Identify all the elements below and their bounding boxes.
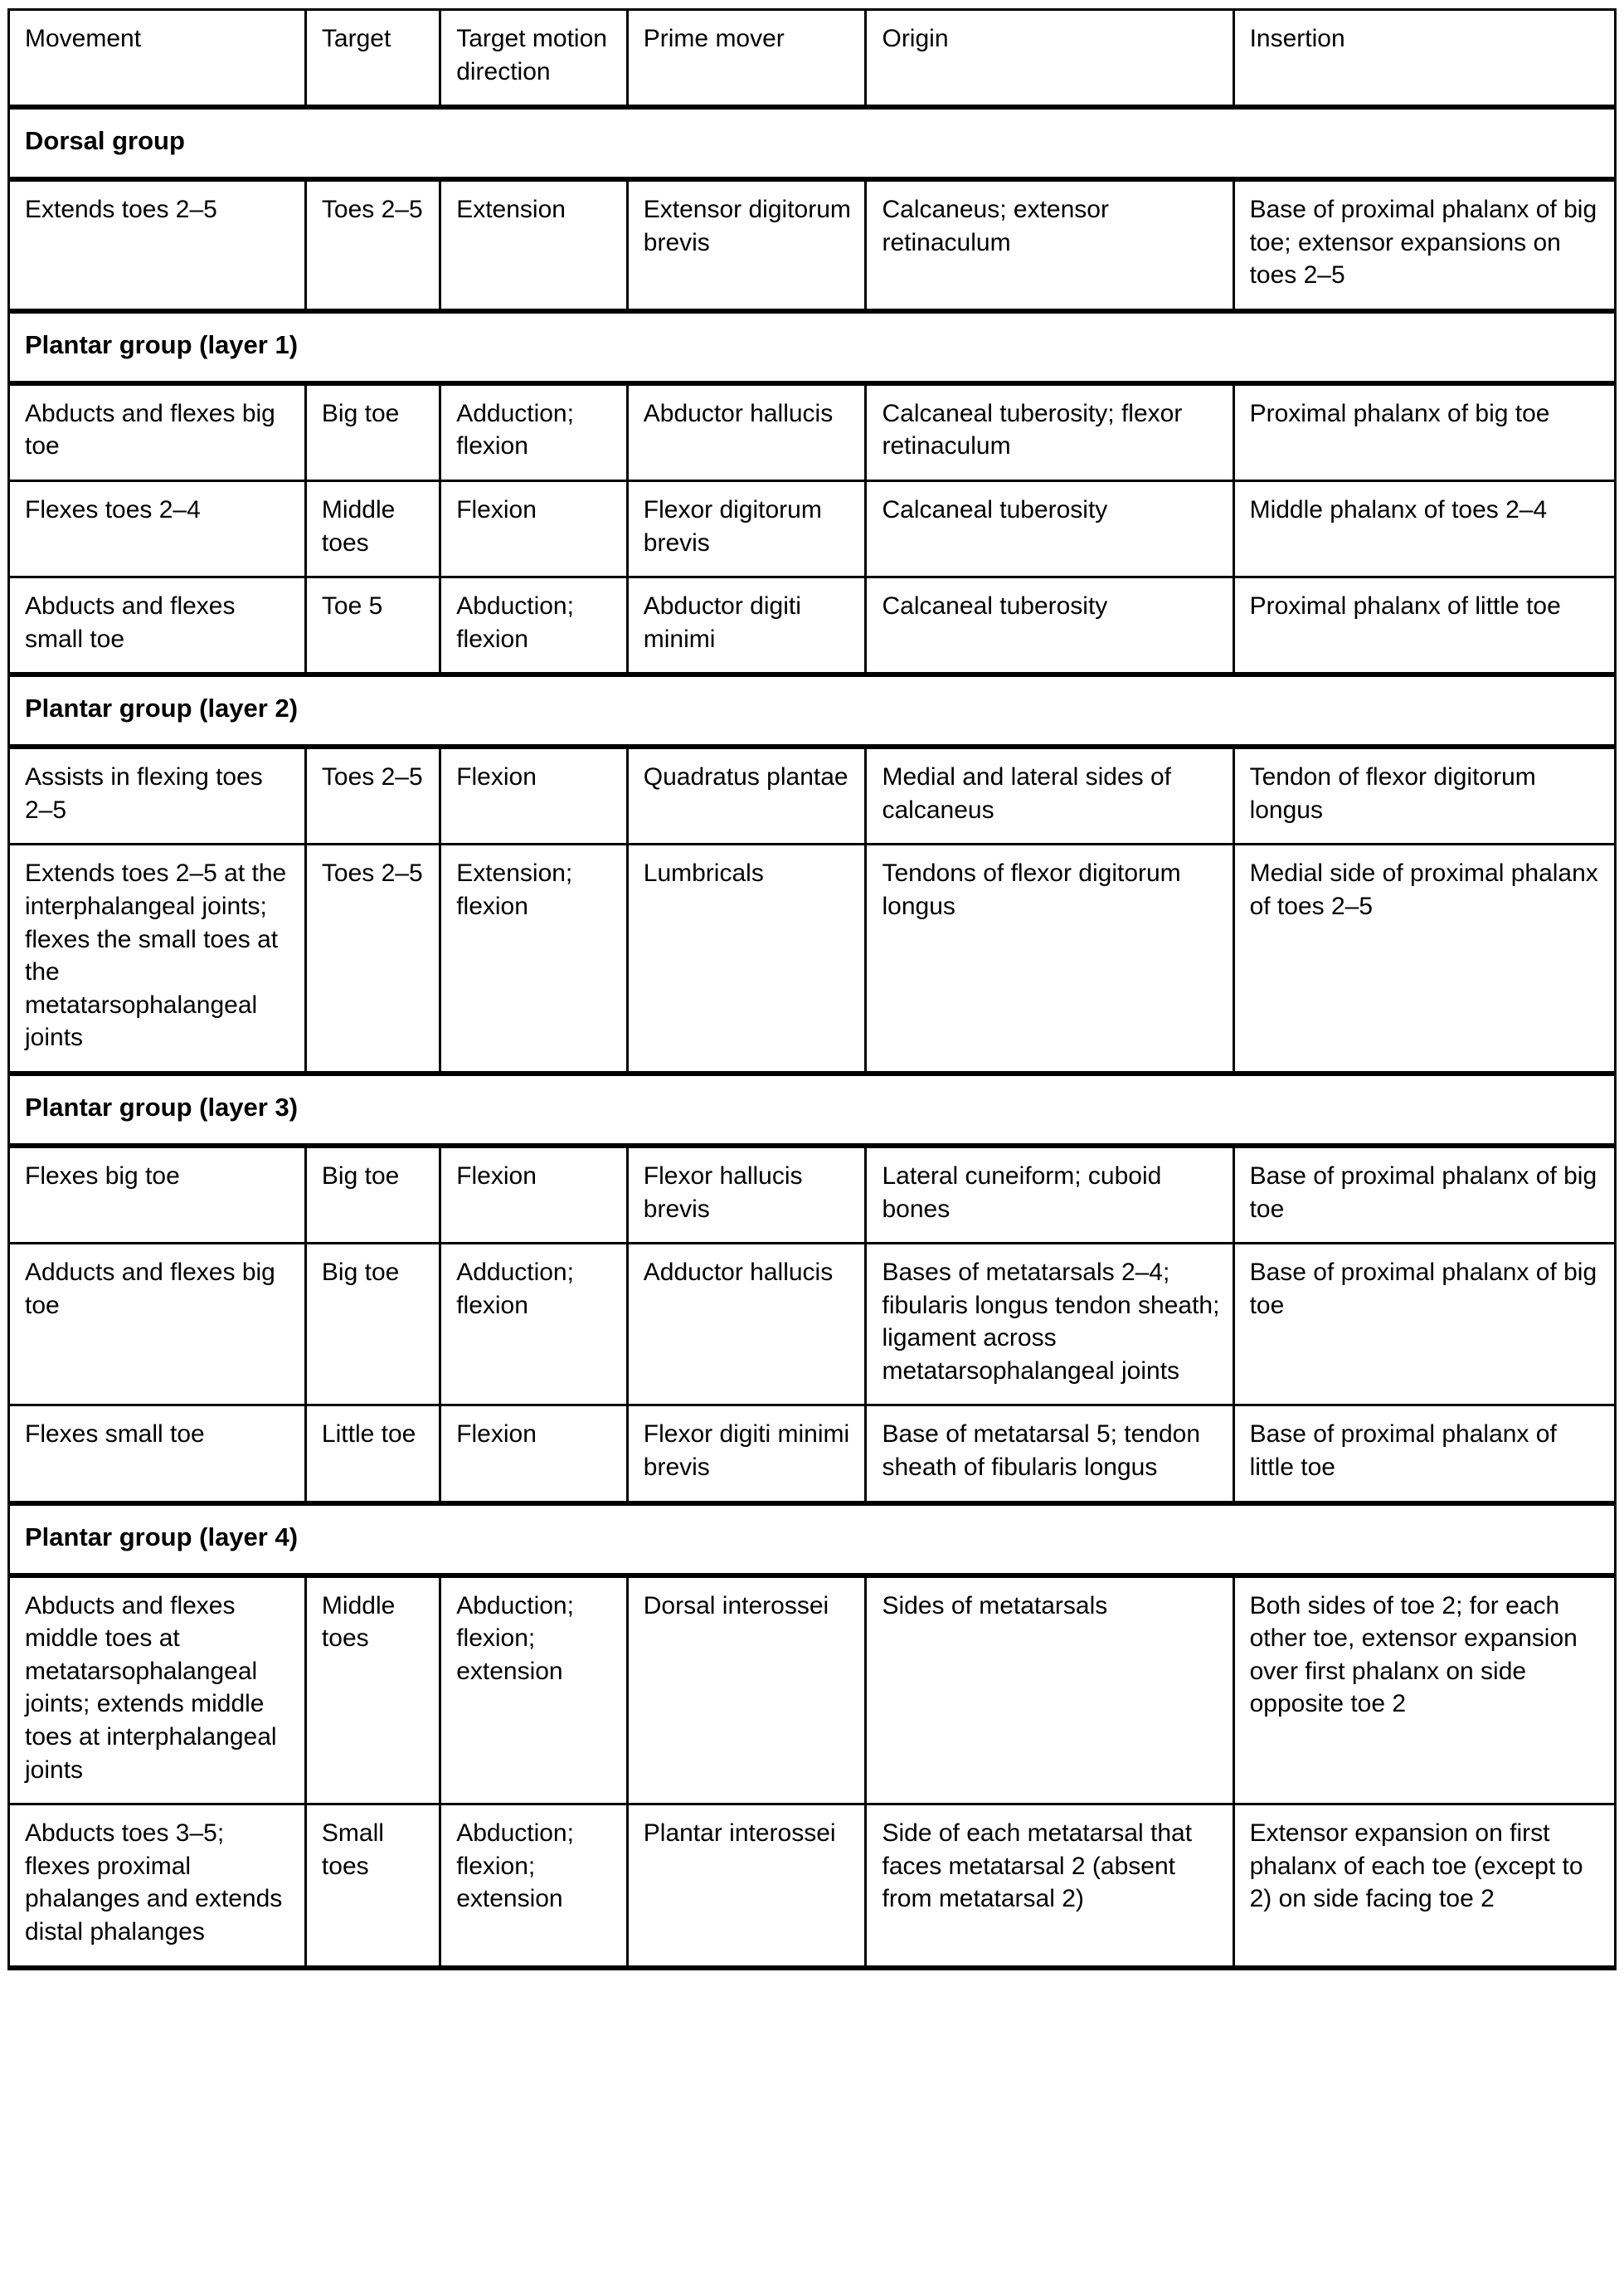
table-row [9, 747, 1616, 845]
cell-prime: Flexor hallucis brevis [627, 1146, 866, 1244]
table-row [9, 845, 1616, 1074]
cell-prime: Flexor digitorum brevis [627, 480, 866, 577]
cell-movement: Extends toes 2–5 [9, 179, 306, 311]
group-header-label: Plantar group (layer 1) [9, 311, 1616, 383]
table-row [9, 179, 1616, 311]
column-header-movement: Movement [9, 10, 306, 108]
cell-insertion: Base of proximal phalanx of big toe [1233, 1146, 1615, 1244]
cell-direction: Adduction; flexion [440, 1244, 628, 1405]
cell-prime: Quadratus plantae [627, 747, 866, 845]
group-header-label: Plantar group (layer 2) [9, 674, 1616, 747]
cell-movement: Assists in flexing toes 2–5 [9, 747, 306, 845]
cell-insertion: Base of proximal phalanx of big toe; extensor expansions on toes 2–5 [1233, 179, 1615, 311]
group-header-label: Dorsal group [9, 107, 1616, 179]
group-header-row [9, 107, 1616, 179]
table-row [9, 480, 1616, 577]
table-row [9, 1575, 1616, 1804]
cell-origin: Calcaneal tuberosity [866, 480, 1233, 577]
table-row [9, 1146, 1616, 1244]
cell-insertion: Middle phalanx of toes 2–4 [1233, 480, 1615, 577]
table-row [9, 1244, 1616, 1405]
cell-origin: Sides of metatarsals [866, 1575, 1233, 1804]
cell-movement: Abducts and flexes big toe [9, 383, 306, 481]
cell-target: Middle toes [305, 480, 440, 577]
cell-target: Small toes [305, 1804, 440, 1968]
cell-direction: Flexion [440, 1146, 628, 1244]
cell-origin: Base of metatarsal 5; tendon sheath of fibularis longus [866, 1405, 1233, 1503]
cell-origin: Bases of metatarsals 2–4; fibularis longus tendon sheath; ligament across metatarsophalangeal joints [866, 1244, 1233, 1405]
cell-prime: Abductor hallucis [627, 383, 866, 481]
header-row [9, 10, 1616, 108]
cell-prime: Flexor digiti minimi brevis [627, 1405, 866, 1503]
group-header-row [9, 1503, 1616, 1575]
column-header-insertion: Insertion [1233, 10, 1615, 108]
cell-target: Big toe [305, 1244, 440, 1405]
cell-movement: Abducts and flexes small toe [9, 577, 306, 675]
cell-insertion: Both sides of toe 2; for each other toe, extensor expansion over first phalanx on side opposite toe 2 [1233, 1575, 1615, 1804]
cell-origin: Tendons of flexor digitorum longus [866, 845, 1233, 1074]
cell-direction: Flexion [440, 480, 628, 577]
group-header-label: Plantar group (layer 4) [9, 1503, 1616, 1575]
column-header-target: Target [305, 10, 440, 108]
cell-prime: Lumbricals [627, 845, 866, 1074]
cell-direction: Flexion [440, 1405, 628, 1503]
cell-target: Toes 2–5 [305, 845, 440, 1074]
cell-direction: Extension; flexion [440, 845, 628, 1074]
table-row [9, 383, 1616, 481]
cell-target: Big toe [305, 1146, 440, 1244]
cell-target: Toes 2–5 [305, 179, 440, 311]
column-header-prime-mover: Prime mover [627, 10, 866, 108]
cell-origin: Calcaneal tuberosity; flexor retinaculum [866, 383, 1233, 481]
cell-target: Big toe [305, 383, 440, 481]
cell-prime: Adductor hallucis [627, 1244, 866, 1405]
column-header-target-motion-direction: Target motion direction [440, 10, 628, 108]
cell-prime: Extensor digitorum brevis [627, 179, 866, 311]
group-header-row [9, 1074, 1616, 1146]
cell-insertion: Proximal phalanx of little toe [1233, 577, 1615, 675]
cell-insertion: Tendon of flexor digitorum longus [1233, 747, 1615, 845]
cell-origin: Calcaneus; extensor retinaculum [866, 179, 1233, 311]
cell-prime: Dorsal interossei [627, 1575, 866, 1804]
cell-insertion: Base of proximal phalanx of little toe [1233, 1405, 1615, 1503]
cell-insertion: Proximal phalanx of big toe [1233, 383, 1615, 481]
group-header-label: Plantar group (layer 3) [9, 1074, 1616, 1146]
cell-insertion: Extensor expansion on first phalanx of each toe (except to 2) on side facing toe 2 [1233, 1804, 1615, 1968]
cell-target: Middle toes [305, 1575, 440, 1804]
cell-origin: Calcaneal tuberosity [866, 577, 1233, 675]
cell-target: Toe 5 [305, 577, 440, 675]
table-row [9, 577, 1616, 675]
group-header-row [9, 674, 1616, 747]
cell-direction: Extension [440, 179, 628, 311]
table-header [9, 10, 1616, 108]
cell-movement: Flexes big toe [9, 1146, 306, 1244]
muscles-of-the-foot-table [7, 8, 1617, 1970]
cell-insertion: Medial side of proximal phalanx of toes 2–5 [1233, 845, 1615, 1074]
cell-movement: Extends toes 2–5 at the interphalangeal joints; flexes the small toes at the metatarsophalangeal joints [9, 845, 306, 1074]
cell-target: Toes 2–5 [305, 747, 440, 845]
table-row [9, 1405, 1616, 1503]
cell-movement: Abducts and flexes middle toes at metatarsophalangeal joints; extends middle toes at interphalangeal joints [9, 1575, 306, 1804]
cell-movement: Abducts toes 3–5; flexes proximal phalanges and extends distal phalanges [9, 1804, 306, 1968]
cell-direction: Abduction; flexion [440, 577, 628, 675]
cell-direction: Abduction; flexion; extension [440, 1575, 628, 1804]
table-row [9, 1804, 1616, 1968]
table-body [9, 107, 1616, 1967]
cell-direction: Abduction; flexion; extension [440, 1804, 628, 1968]
column-header-origin: Origin [866, 10, 1233, 108]
cell-target: Little toe [305, 1405, 440, 1503]
cell-movement: Adducts and flexes big toe [9, 1244, 306, 1405]
cell-direction: Adduction; flexion [440, 383, 628, 481]
cell-prime: Abductor digiti minimi [627, 577, 866, 675]
group-header-row [9, 311, 1616, 383]
cell-movement: Flexes toes 2–4 [9, 480, 306, 577]
cell-origin: Side of each metatarsal that faces metatarsal 2 (absent from metatarsal 2) [866, 1804, 1233, 1968]
cell-origin: Medial and lateral sides of calcaneus [866, 747, 1233, 845]
cell-origin: Lateral cuneiform; cuboid bones [866, 1146, 1233, 1244]
cell-prime: Plantar interossei [627, 1804, 866, 1968]
cell-direction: Flexion [440, 747, 628, 845]
cell-insertion: Base of proximal phalanx of big toe [1233, 1244, 1615, 1405]
cell-movement: Flexes small toe [9, 1405, 306, 1503]
